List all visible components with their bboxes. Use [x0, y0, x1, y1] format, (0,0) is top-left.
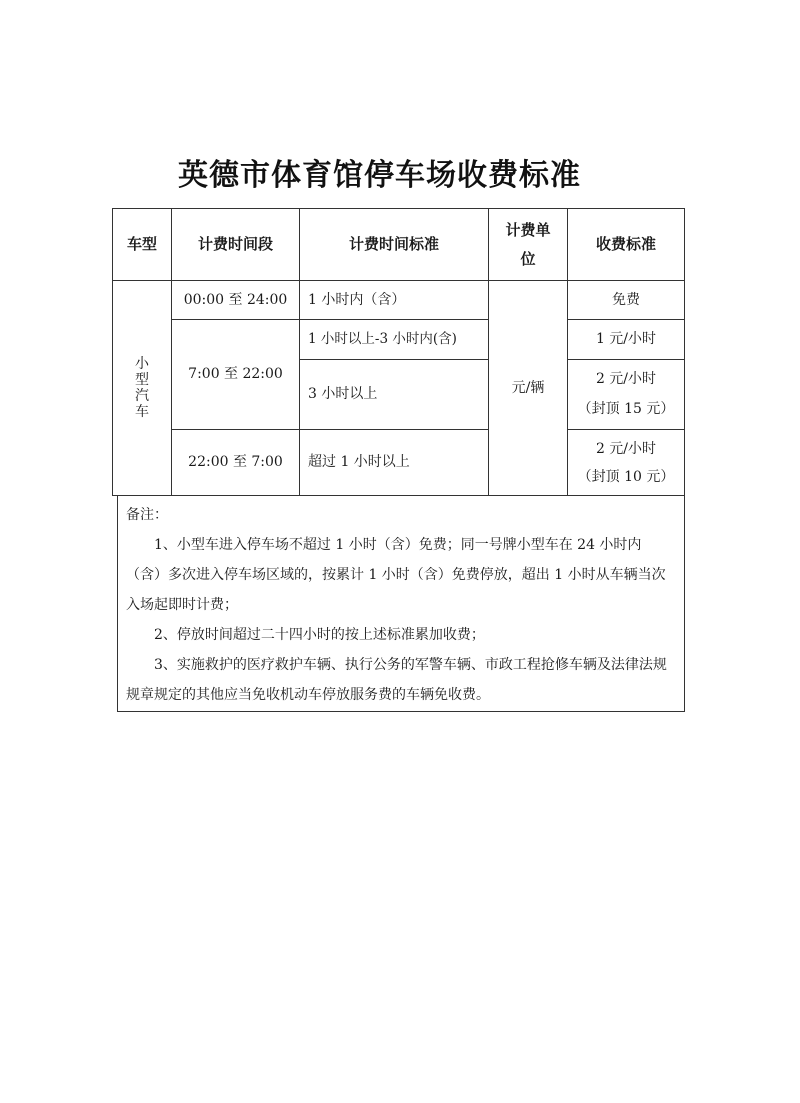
period-all-day: 00:00 至 24:00 [171, 280, 300, 320]
period-night: 22:00 至 7:00 [171, 429, 300, 496]
unit-value: 元/辆 [488, 280, 568, 496]
standard-1h-to-3h: 1 小时以上-3 小时内(含) [299, 319, 489, 360]
vehicle-type-cell [112, 280, 172, 496]
note-item-2: 2、停放时间超过二十四小时的按上述标准累加收费； [154, 627, 485, 643]
notes-label: 备注： [126, 507, 168, 523]
note-item-1: 1、小型车进入停车场不超过 1 小时（含）免费；同一号牌小型车在 24 小时内（含）多次进入停车场区域的，按累计 1 小时（含）免费停放，超出 1 小时从车辆当次入场起即时计费； [126, 537, 666, 613]
standard-over-1h: 超过 1 小时以上 [299, 429, 489, 496]
header-time-standard: 计费时间标准 [299, 208, 489, 281]
vehicle-type-label: 小型汽车 [135, 355, 149, 421]
fee-rate-3: 2 元/小时 [595, 440, 657, 457]
header-unit: 计费单位 [488, 208, 568, 281]
fee-cap-3: （封顶 10 元） [577, 468, 675, 485]
fee-rate-3-cell [567, 429, 685, 496]
fee-free: 免费 [567, 280, 685, 320]
note-item-3: 3、实施救护的医疗救护车辆、执行公务的军警车辆、市政工程抢修车辆及法律法规规章规定的其他应当免收机动车停放服务费的车辆免收费。 [126, 657, 667, 703]
notes-section [117, 495, 685, 712]
period-day: 7:00 至 22:00 [171, 319, 300, 430]
fee-rate-2-cell [567, 359, 685, 430]
standard-within-1h: 1 小时内（含） [299, 280, 489, 320]
fee-rate-1: 1 元/小时 [567, 319, 685, 360]
header-fee-standard: 收费标准 [567, 208, 685, 281]
page-title: 英德市体育馆停车场收费标准 [178, 158, 581, 193]
fee-cap-2: （封顶 15 元） [577, 400, 675, 417]
header-time-period: 计费时间段 [171, 208, 300, 281]
header-vehicle-type: 车型 [112, 208, 172, 281]
fee-rate-2: 2 元/小时 [595, 371, 657, 388]
standard-over-3h: 3 小时以上 [299, 359, 489, 430]
